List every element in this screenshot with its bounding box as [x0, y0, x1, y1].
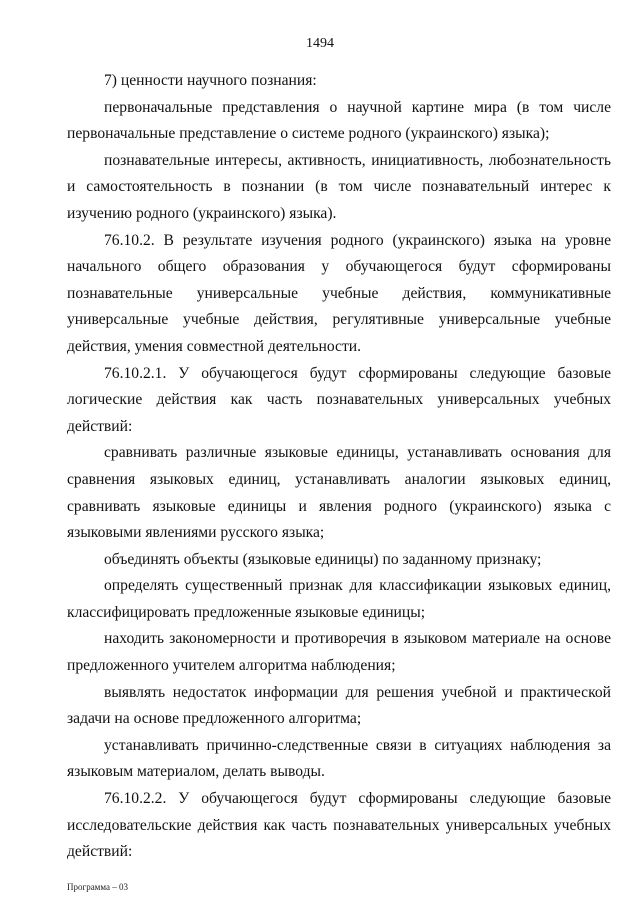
paragraph-lack-of-info: выявлять недостаток информации для решения учебной и практической задачи на основе предложенного алгоритма;: [67, 683, 611, 728]
paragraph-76-10-2-2: 76.10.2.2. У обучающегося будут сформированы следующие базовые исследовательские действия как часть познавательных универсальных учебных действий:: [67, 790, 611, 861]
document-body: [67, 68, 611, 866]
paragraph-cause-effect: устанавливать причинно-следственные связи в ситуациях наблюдения за языковым материалом, делать выводы.: [67, 736, 611, 781]
paragraph-classify: определять существенный признак для классификации языковых единиц, классифицировать предложенные языковые единицы;: [67, 577, 611, 621]
paragraph-combine: объединять объекты (языковые единицы) по заданному признаку;: [104, 550, 542, 568]
paragraph-patterns: находить закономерности и противоречия в языковом материале на основе предложенного учителем алгоритма наблюдения;: [67, 630, 611, 675]
paragraph-76-10-2: 76.10.2. В результате изучения родного (украинского) языка на уровне начального общего образования у обучающегося будут сформированы познавательные универсальные учебные действия, коммуникативные универсальные учебные действия, регулятивные универсальные учебные действия, умения совместной деятельности.: [67, 231, 611, 355]
page-number: 1494: [306, 36, 334, 51]
paragraph-values-heading: 7) ценности научного познания:: [104, 72, 317, 89]
paragraph-76-10-2-1: 76.10.2.1. У обучающегося будут сформированы следующие базовые логические действия как часть познавательных универсальных учебных действий:: [67, 364, 611, 435]
paragraph-cognitive-interests: познавательные интересы, активность, инициативность, любознательность и самостоятельность в познании (в том числе познавательный интерес к изучению родного (украинского) языка).: [67, 151, 611, 222]
paragraph-initial-ideas: первоначальные представления о научной картине мира (в том числе первоначальные представление о системе родного (украинского) языка);: [67, 98, 611, 143]
page-footer: Программа – 03: [67, 882, 129, 892]
paragraph-compare: сравнивать различные языковые единицы, устанавливать основания для сравнения языковых единиц, устанавливать аналогии языковых единиц, сравнивать языковые единицы и явления родного (украинского) языка с языковыми явлениями русского языка;: [67, 444, 611, 542]
